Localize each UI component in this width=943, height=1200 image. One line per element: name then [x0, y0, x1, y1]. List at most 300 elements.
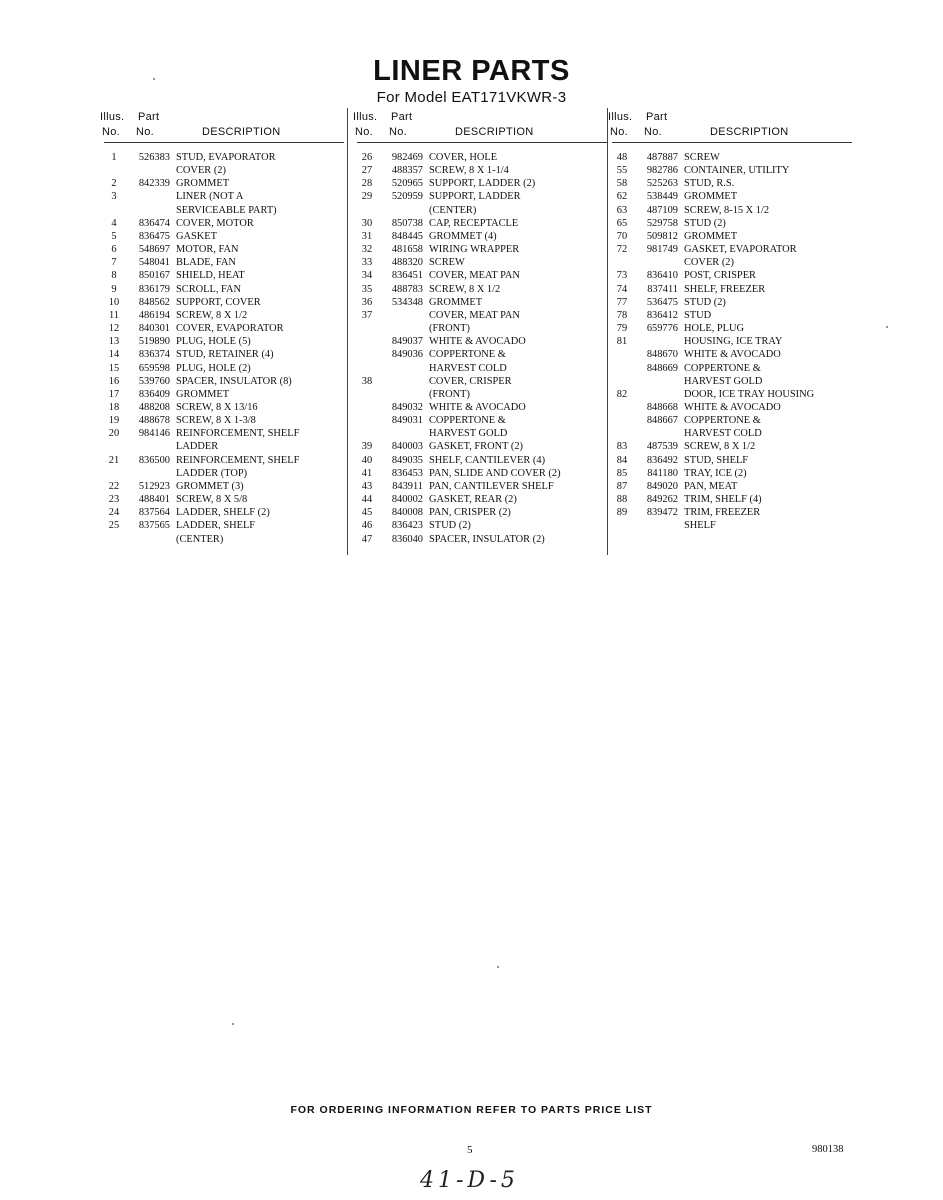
parts-row: [104, 388, 344, 401]
parts-row: [104, 243, 344, 256]
part-description: WIRING WRAPPER: [429, 244, 520, 256]
part-number: 512923: [138, 480, 170, 492]
illus-number: 31: [361, 230, 373, 242]
part-description: COPPERTONE &: [429, 349, 506, 361]
part-description: POST, CRISPER: [684, 270, 756, 282]
part-number: 520959: [391, 191, 423, 203]
illus-number: 83: [616, 441, 628, 453]
part-number: 525263: [646, 178, 678, 190]
part-number: 849037: [391, 336, 423, 348]
parts-row: [612, 256, 852, 269]
part-description: SCREW, 8 X 1/2: [684, 441, 756, 453]
parts-row: [357, 151, 607, 164]
part-number: 848668: [646, 401, 678, 413]
illus-number: [357, 401, 377, 414]
part-number: 837411: [647, 283, 678, 295]
parts-row: [357, 269, 607, 282]
parts-row: [357, 493, 607, 506]
description-header: DESCRIPTION: [710, 126, 789, 138]
parts-row: [357, 401, 607, 414]
illus-number: 36: [361, 296, 373, 308]
part-description: STUD, RETAINER (4): [176, 349, 274, 361]
illus-number: 23: [108, 494, 120, 506]
part-description: SCREW, 8 X 1/2: [176, 309, 248, 321]
illus-number: 29: [361, 191, 373, 203]
parts-row: [357, 230, 607, 243]
parts-row: [357, 414, 607, 427]
part-number: 509812: [646, 230, 678, 242]
illus-number: 8: [111, 270, 117, 282]
parts-column-3: [608, 111, 852, 533]
parts-row: [612, 480, 852, 493]
illus-number: 28: [361, 178, 373, 190]
illus-number: 58: [616, 178, 628, 190]
illus-number: 34: [361, 270, 373, 282]
part-description: STUD (2): [684, 217, 726, 229]
part-number: [377, 204, 429, 217]
part-description: WHITE & AVOCADO: [684, 401, 781, 413]
parts-list: [357, 151, 607, 546]
illus-number: 2: [111, 178, 117, 190]
part-number: 848669: [646, 362, 678, 374]
illus-header: Illus.: [608, 111, 633, 123]
illus-number: [612, 427, 632, 440]
parts-row: [104, 283, 344, 296]
parts-row: [104, 190, 344, 203]
part-description: TRIM, SHELF (4): [684, 494, 762, 506]
illus-number: 6: [111, 244, 117, 256]
part-number: 488357: [391, 165, 423, 177]
parts-row: [612, 427, 852, 440]
part-description: SCREW, 8-15 X 1/2: [684, 204, 770, 216]
part-description: SUPPORT, LADDER (2): [429, 178, 536, 190]
parts-row: [104, 427, 344, 440]
part-number: 849032: [391, 401, 423, 413]
part-header: Part: [138, 111, 160, 123]
parts-row: [104, 414, 344, 427]
illus-number: 9: [111, 283, 117, 295]
parts-row: [104, 309, 344, 322]
part-number: [377, 309, 429, 322]
part-description: GROMMET (3): [176, 480, 244, 492]
parts-row: [612, 440, 852, 453]
part-number: [632, 427, 684, 440]
part-description: COVER, MEAT PAN: [429, 309, 520, 321]
illus-number: 14: [108, 349, 120, 361]
part-description: GROMMET: [684, 191, 738, 203]
parts-row: [357, 348, 607, 361]
part-number: 519890: [138, 336, 170, 348]
part-number: [377, 388, 429, 401]
scan-speck: [497, 966, 499, 968]
illus-number: 12: [108, 323, 120, 335]
part-number: 984146: [138, 428, 170, 440]
part-description: SPACER, INSULATOR (2): [429, 533, 545, 545]
illus-number: 74: [616, 283, 628, 295]
part-number: [377, 362, 429, 375]
part-number: [377, 322, 429, 335]
part-description: LADDER (TOP): [176, 467, 248, 479]
part-number: 982786: [646, 165, 678, 177]
scan-speck: [153, 78, 155, 80]
ordering-footer: FOR ORDERING INFORMATION REFER TO PARTS PRICE LIST: [290, 1104, 653, 1116]
illus-number: 39: [361, 441, 373, 453]
part-description: WHITE & AVOCADO: [684, 349, 781, 361]
parts-row: [104, 348, 344, 361]
parts-row: [612, 190, 852, 203]
part-description: WHITE & AVOCADO: [429, 401, 526, 413]
part-description: LINER (NOT A: [176, 191, 244, 203]
part-description: STUD, SHELF: [684, 454, 749, 466]
part-number: [632, 519, 684, 532]
parts-row: [612, 177, 852, 190]
part-number: 836475: [138, 230, 170, 242]
illus-number: [612, 348, 632, 361]
part-number: 848445: [391, 230, 423, 242]
parts-row: [612, 401, 852, 414]
description-header: DESCRIPTION: [202, 126, 281, 138]
part-description: PAN, CANTILEVER SHELF: [429, 480, 554, 492]
illus-number: 62: [616, 191, 628, 203]
illus-no-header: No.: [355, 126, 374, 138]
part-description: REINFORCEMENT, SHELF: [176, 454, 300, 466]
part-number: [632, 375, 684, 388]
parts-row: [357, 256, 607, 269]
illus-number: 41: [361, 467, 373, 479]
part-description: TRIM, FREEZER: [684, 507, 761, 519]
part-number: [124, 440, 176, 453]
part-number: 488678: [138, 415, 170, 427]
parts-row: [104, 177, 344, 190]
part-description: MOTOR, FAN: [176, 244, 239, 256]
parts-row: [612, 296, 852, 309]
illus-number: [104, 467, 124, 480]
illus-number: 37: [361, 309, 373, 321]
part-description: SCREW, 8 X 1/2: [429, 283, 501, 295]
parts-row: [612, 217, 852, 230]
part-number: 848670: [646, 349, 678, 361]
part-number: [377, 427, 429, 440]
part-description: STUD, R.S.: [684, 178, 735, 190]
parts-row: [357, 204, 607, 217]
illus-number: [357, 335, 377, 348]
parts-list: [612, 151, 852, 533]
illus-number: [612, 375, 632, 388]
parts-row: [357, 467, 607, 480]
part-number: 837565: [138, 520, 170, 532]
part-number: 529758: [646, 217, 678, 229]
illus-number: 40: [361, 454, 373, 466]
parts-row: [612, 388, 852, 401]
parts-row: [357, 309, 607, 322]
parts-row: [357, 322, 607, 335]
illus-number: 70: [616, 230, 628, 242]
part-description: LADDER, SHELF: [176, 520, 256, 532]
part-description: CONTAINER, UTILITY: [684, 165, 790, 177]
parts-row: [357, 533, 607, 546]
part-no-header: No.: [644, 126, 663, 138]
part-description: GASKET, FRONT (2): [429, 441, 523, 453]
parts-column-1: [100, 111, 344, 546]
illus-number: 38: [361, 375, 373, 387]
illus-number: 11: [108, 309, 119, 321]
part-description: SCREW, 8 X 1-1/4: [429, 165, 509, 177]
parts-row: [357, 362, 607, 375]
illus-number: 45: [361, 507, 373, 519]
parts-row: [612, 230, 852, 243]
illus-number: [357, 204, 377, 217]
illus-number: [357, 322, 377, 335]
part-number: 840003: [391, 441, 423, 453]
illus-number: 24: [108, 507, 120, 519]
parts-row: [104, 217, 344, 230]
illus-number: 19: [108, 415, 120, 427]
parts-row: [612, 283, 852, 296]
part-number: [124, 467, 176, 480]
illus-number: [104, 164, 124, 177]
parts-row: [104, 467, 344, 480]
part-number: [124, 533, 176, 546]
handwritten-note: 41-D-5: [420, 1168, 519, 1193]
parts-row: [357, 243, 607, 256]
illus-number: [104, 204, 124, 217]
part-description: COVER, CRISPER: [429, 375, 512, 387]
part-number: 487539: [646, 441, 678, 453]
part-description: SCREW: [429, 257, 465, 269]
part-number: 488401: [138, 494, 170, 506]
part-description: TRAY, ICE (2): [684, 467, 747, 479]
parts-row: [612, 362, 852, 375]
part-number: 486194: [138, 309, 170, 321]
illus-number: 46: [361, 520, 373, 532]
model-subtitle: For Model EAT171VKWR-3: [376, 89, 567, 106]
illus-number: 65: [616, 217, 628, 229]
part-number: 659598: [138, 362, 170, 374]
part-number: 849036: [391, 349, 423, 361]
parts-row: [357, 177, 607, 190]
parts-row: [104, 204, 344, 217]
illus-number: 17: [108, 388, 120, 400]
part-description: COVER, EVAPORATOR: [176, 323, 284, 335]
parts-row: [357, 283, 607, 296]
parts-row: [357, 506, 607, 519]
part-description: GROMMET: [684, 230, 738, 242]
illus-number: 84: [616, 454, 628, 466]
part-number: [124, 164, 176, 177]
header-rule: [612, 142, 852, 143]
illus-number: [104, 440, 124, 453]
parts-row: [612, 243, 852, 256]
illus-number: [612, 362, 632, 375]
parts-row: [612, 506, 852, 519]
part-description: SCREW: [684, 152, 720, 163]
part-number: 836410: [646, 270, 678, 282]
part-number: [124, 204, 176, 217]
part-number: 836492: [646, 454, 678, 466]
illus-number: [357, 427, 377, 440]
parts-row: [104, 519, 344, 532]
part-number: 839472: [646, 507, 678, 519]
illus-number: [612, 414, 632, 427]
part-description: SCREW, 8 X 13/16: [176, 401, 258, 413]
parts-row: [104, 480, 344, 493]
parts-row: [104, 296, 344, 309]
illus-number: 10: [108, 296, 120, 308]
part-description: LADDER, SHELF (2): [176, 507, 270, 519]
parts-row: [612, 164, 852, 177]
part-number: [632, 388, 684, 401]
part-number: 487109: [646, 204, 678, 216]
part-description: HOUSING, ICE TRAY: [684, 336, 783, 348]
page-number: 5: [467, 1144, 473, 1156]
parts-row: [357, 519, 607, 532]
part-number: 849262: [646, 494, 678, 506]
part-description: SHELF, FREEZER: [684, 283, 766, 295]
parts-row: [357, 335, 607, 348]
scan-speck: [232, 1023, 234, 1025]
parts-row: [357, 480, 607, 493]
part-number: 836453: [391, 467, 423, 479]
part-number: 849035: [391, 454, 423, 466]
parts-row: [104, 375, 344, 388]
parts-row: [104, 440, 344, 453]
illus-number: 21: [108, 454, 120, 466]
part-description: SHELF, CANTILEVER (4): [429, 454, 546, 466]
part-no-header: No.: [136, 126, 155, 138]
part-number: [632, 335, 684, 348]
part-header: Part: [646, 111, 668, 123]
part-number: 488320: [391, 257, 423, 269]
part-number: 481658: [391, 244, 423, 256]
parts-row: [357, 375, 607, 388]
column-divider: [347, 108, 348, 555]
part-description: HARVEST GOLD: [429, 428, 508, 440]
header-rule: [357, 142, 607, 143]
parts-row: [357, 164, 607, 177]
part-number: 659776: [646, 323, 678, 335]
parts-row: [104, 322, 344, 335]
part-description: PAN, MEAT: [684, 480, 738, 492]
parts-row: [104, 230, 344, 243]
parts-row: [104, 533, 344, 546]
illus-number: 73: [616, 270, 628, 282]
part-number: [632, 256, 684, 269]
illus-number: [612, 256, 632, 269]
parts-row: [612, 454, 852, 467]
parts-row: [104, 493, 344, 506]
illus-number: 27: [361, 165, 373, 177]
illus-number: 85: [616, 467, 628, 479]
part-number: 534348: [391, 296, 423, 308]
illus-number: [104, 533, 124, 546]
part-description: GROMMET (4): [429, 230, 497, 242]
part-description: STUD (2): [429, 520, 471, 532]
illus-number: 15: [108, 362, 120, 374]
parts-row: [612, 467, 852, 480]
part-number: 836474: [138, 217, 170, 229]
part-number: 836451: [391, 270, 423, 282]
parts-row: [104, 269, 344, 282]
illus-number: 16: [108, 375, 120, 387]
parts-row: [612, 204, 852, 217]
parts-row: [357, 427, 607, 440]
illus-number: 77: [616, 296, 628, 308]
part-number: 520965: [391, 178, 423, 190]
parts-row: [612, 322, 852, 335]
parts-row: [104, 362, 344, 375]
illus-number: 88: [616, 494, 628, 506]
part-number: 487887: [646, 152, 678, 163]
illus-number: [612, 401, 632, 414]
part-description: (FRONT): [429, 388, 470, 400]
parts-row: [104, 335, 344, 348]
part-number: 840002: [391, 494, 423, 506]
illus-number: 1: [111, 152, 117, 163]
part-description: BLADE, FAN: [176, 257, 236, 269]
illus-number: 5: [111, 230, 117, 242]
illus-number: 7: [111, 257, 117, 269]
part-description: COVER (2): [176, 165, 226, 177]
part-description: HARVEST COLD: [429, 362, 507, 374]
parts-row: [104, 506, 344, 519]
part-no-header: No.: [389, 126, 408, 138]
part-description: GASKET, REAR (2): [429, 494, 517, 506]
illus-number: 30: [361, 217, 373, 229]
illus-header: Illus.: [100, 111, 125, 123]
illus-number: 72: [616, 244, 628, 256]
part-description: GASKET, EVAPORATOR: [684, 244, 797, 256]
part-number: 840301: [138, 323, 170, 335]
scan-speck: [886, 326, 888, 328]
parts-row: [612, 151, 852, 164]
parts-row: [357, 454, 607, 467]
part-number: 836374: [138, 349, 170, 361]
part-number: 841180: [647, 467, 678, 479]
header-rule: [104, 142, 344, 143]
part-description: STUD (2): [684, 296, 726, 308]
part-description: REINFORCEMENT, SHELF: [176, 428, 300, 440]
part-description: COVER, MEAT PAN: [429, 270, 520, 282]
part-description: STUD: [684, 309, 712, 321]
part-number: 548697: [138, 244, 170, 256]
part-description: SHIELD, HEAT: [176, 270, 245, 282]
illus-number: 20: [108, 428, 120, 440]
parts-row: [357, 440, 607, 453]
parts-row: [612, 309, 852, 322]
illus-number: 89: [616, 507, 628, 519]
illus-number: 26: [361, 152, 373, 163]
illus-number: 13: [108, 336, 120, 348]
part-description: PAN, CRISPER (2): [429, 507, 511, 519]
illus-number: 18: [108, 401, 120, 413]
illus-number: 81: [616, 336, 628, 348]
part-description: PLUG, HOLE (5): [176, 336, 251, 348]
illus-number: [612, 519, 632, 532]
part-number: 836500: [138, 454, 170, 466]
part-description: PAN, SLIDE AND COVER (2): [429, 467, 561, 479]
part-description: COPPERTONE &: [684, 415, 761, 427]
parts-row: [357, 296, 607, 309]
part-number: 548041: [138, 257, 170, 269]
part-description: HARVEST GOLD: [684, 375, 763, 387]
parts-row: [104, 164, 344, 177]
parts-column-2: [353, 111, 607, 546]
part-number: [124, 190, 176, 203]
parts-row: [612, 335, 852, 348]
part-number: 840008: [391, 507, 423, 519]
part-description: (CENTER): [429, 204, 477, 216]
illus-number: [357, 388, 377, 401]
